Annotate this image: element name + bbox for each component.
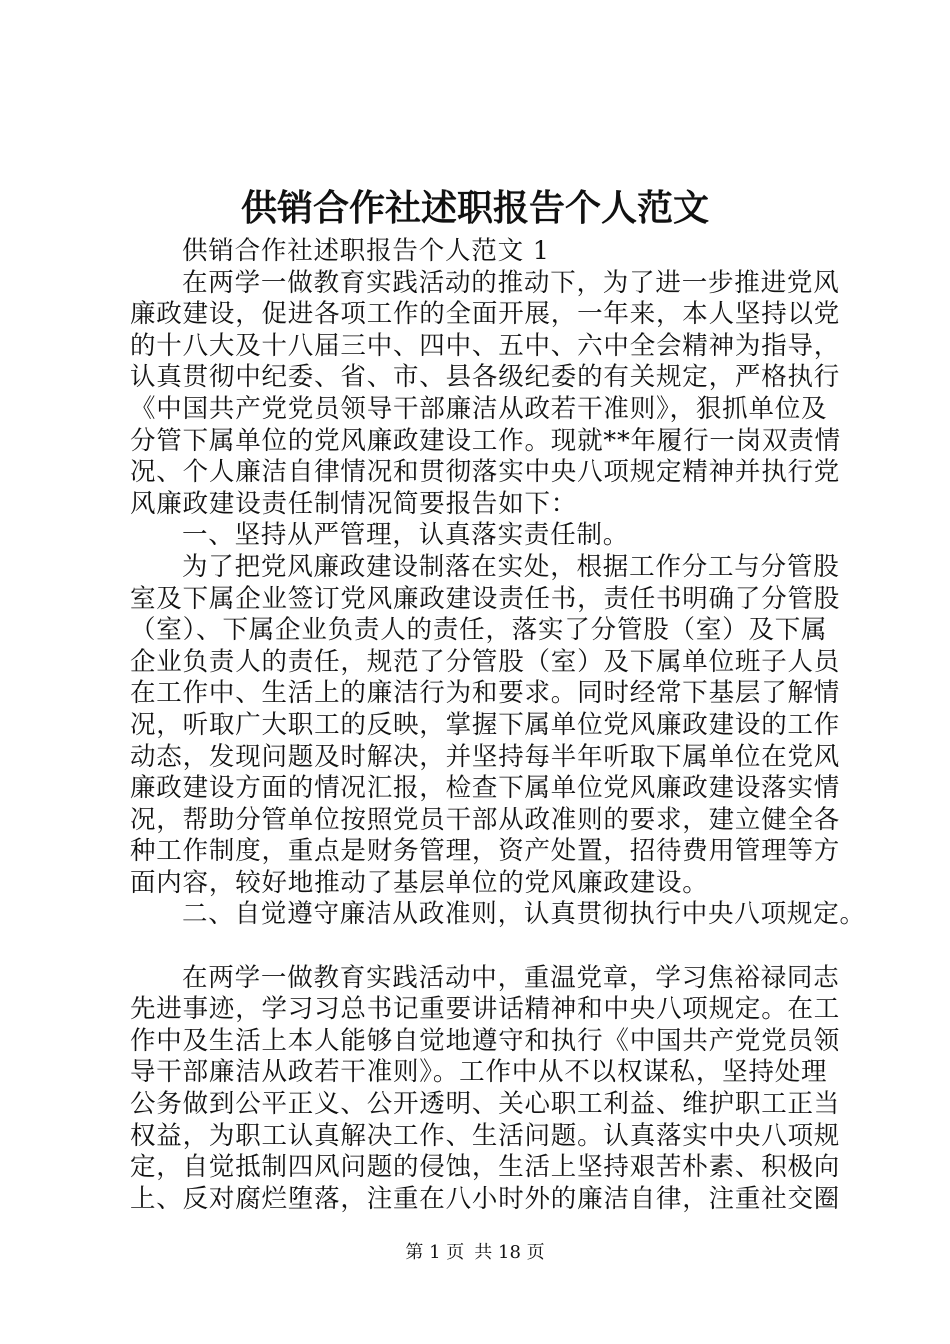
page-number: 第 1 页 bbox=[405, 1242, 465, 1263]
paragraph-line: 在两学一做教育实践活动中，重温党章，学习焦裕禄同志 bbox=[182, 962, 840, 993]
paragraph-line: 况，听取广大职工的反映，掌握下属单位党风廉政建设的工作 bbox=[130, 709, 841, 740]
paragraph-line: 况、个人廉洁自律情况和贯彻落实中央八项规定精神并执行党 bbox=[130, 457, 841, 488]
paragraph-line: 况，帮助分管单位按照党员干部从政准则的要求，建立健全各 bbox=[130, 804, 841, 835]
paragraph-line: 种工作制度，重点是财务管理，资产处置，招待费用管理等方 bbox=[130, 836, 841, 867]
paragraph-line: 在工作中、生活上的廉洁行为和要求。同时经常下基层了解情 bbox=[130, 678, 841, 709]
document-title: 供销合作社述职报告个人范文 bbox=[240, 187, 709, 229]
paragraph-line: 上、反对腐烂堕落，注重在八小时外的廉洁自律，注重社交圈 bbox=[130, 1183, 841, 1214]
paragraph-line: 《中国共产党党员领导干部廉洁从政若干准则》，狠抓单位及 bbox=[130, 393, 828, 424]
paragraph-line: 导干部廉洁从政若干准则》。工作中从不以权谋私，坚持处理 bbox=[130, 1057, 828, 1088]
paragraph-line: 先进事迹，学习习总书记重要讲话精神和中央八项规定。在工 bbox=[130, 994, 841, 1025]
paragraph-line: 在两学一做教育实践活动的推动下，为了进一步推进党风 bbox=[182, 267, 840, 298]
paragraph-line: 廉政建设，促进各项工作的全面开展，一年来，本人坚持以党 bbox=[130, 299, 841, 330]
paragraph-line: 作中及生活上本人能够自觉地遵守和执行《中国共产党党员领 bbox=[130, 1025, 841, 1056]
paragraph-line: 动态，发现问题及时解决，并坚持每半年听取下属单位在党风 bbox=[130, 741, 841, 772]
paragraph-line: 公务做到公平正义、公开透明、关心职工利益、维护职工正当 bbox=[130, 1089, 841, 1120]
page-total: 共 18 页 bbox=[474, 1242, 545, 1263]
page-footer bbox=[0, 1240, 950, 1266]
paragraph-line: 室及下属企业签订党风廉政建设责任书，责任书明确了分管股 bbox=[130, 583, 841, 614]
paragraph-line: 分管下属单位的党风廉政建设工作。现就**年履行一岗双责情 bbox=[130, 425, 841, 456]
paragraph-line: 权益，为职工认真解决工作、生活问题。认真落实中央八项规 bbox=[130, 1120, 841, 1151]
section-heading-2: 二、自觉遵守廉洁从政准则，认真贯彻执行中央八项规定。 bbox=[182, 899, 866, 930]
paragraph-line: 的十八大及十八届三中、四中、五中、六中全会精神为指导， bbox=[130, 330, 841, 361]
paragraph-line: 风廉政建设责任制情况简要报告如下： bbox=[130, 488, 578, 519]
paragraph-line: 定，自觉抵制四风问题的侵蚀，生活上坚持艰苦朴素、积极向 bbox=[130, 1152, 841, 1183]
paragraph-line: 面内容，较好地推动了基层单位的党风廉政建设。 bbox=[130, 867, 709, 898]
document-body bbox=[130, 236, 866, 1215]
paragraph-line: 廉政建设方面的情况汇报，检查下属单位党风廉政建设落实情 bbox=[130, 773, 841, 804]
paragraph-line: 企业负责人的责任，规范了分管股（室）及下属单位班子人员 bbox=[130, 646, 841, 677]
section-heading-1: 一、坚持从严管理，认真落实责任制。 bbox=[182, 520, 630, 551]
paragraph-line: （室）、下属企业负责人的责任，落实了分管股（室）及下属 bbox=[130, 615, 828, 646]
paragraph-line: 为了把党风廉政建设制落在实处，根据工作分工与分管股 bbox=[182, 551, 840, 582]
blank-line bbox=[130, 931, 830, 963]
paragraph-line: 认真贯彻中纪委、省、市、县各级纪委的有关规定，严格执行 bbox=[130, 362, 841, 393]
subtitle-line: 供销合作社述职报告个人范文 1 bbox=[182, 236, 550, 266]
